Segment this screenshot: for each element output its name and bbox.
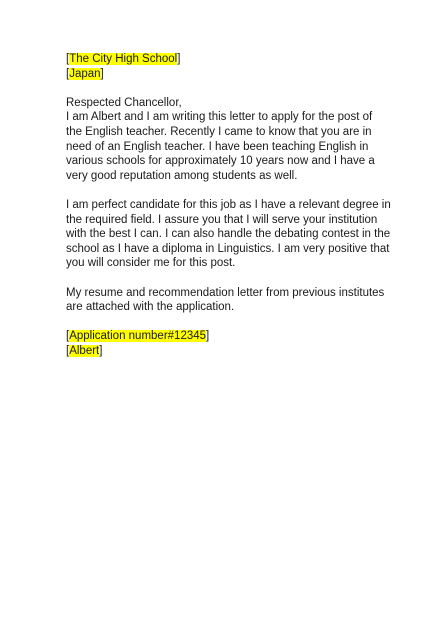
paragraph1-line: I am Albert and I am writing this letter to apply for the post of bbox=[66, 111, 373, 124]
school-name: The City High School bbox=[69, 53, 178, 65]
signature-line: [Albert] bbox=[66, 344, 103, 357]
letter-body bbox=[66, 52, 391, 358]
paragraph2-line: you will consider me for this post. bbox=[66, 257, 236, 270]
paragraph3-line: are attached with the application. bbox=[66, 301, 235, 314]
school-line: [The City High School] bbox=[66, 53, 181, 65]
country-name: Japan bbox=[69, 67, 101, 80]
salutation: Respected Chancellor, bbox=[66, 96, 182, 109]
paragraph3-line: My resume and recommendation letter from previous institutes bbox=[66, 286, 385, 299]
paragraph2-line: school as I have a diploma in Linguistics. I am very positive that bbox=[66, 242, 390, 255]
paragraph1-line: need of an English teacher. I have been teaching English in bbox=[66, 140, 369, 153]
paragraph2-line: with the best I can. I can also handle the debating contest in the bbox=[66, 228, 391, 241]
paragraph1-line: very good reputation among students as well. bbox=[66, 169, 298, 182]
paragraph1-line: various schools for approximately 10 years now and I have a bbox=[66, 155, 375, 168]
paragraph2-line: the required field. I assure you that I will serve your institution bbox=[66, 213, 378, 226]
paragraph1-line: the English teacher. Recently I came to know that you are in bbox=[66, 125, 372, 138]
signer-name: Albert bbox=[69, 344, 100, 357]
application-number: Application number#12345 bbox=[69, 330, 207, 343]
application-number-line: [Application number#12345] bbox=[66, 330, 210, 343]
country-line: [Japan] bbox=[66, 67, 104, 80]
paragraph2-line: I am perfect candidate for this job as I have a relevant degree in bbox=[66, 198, 391, 211]
